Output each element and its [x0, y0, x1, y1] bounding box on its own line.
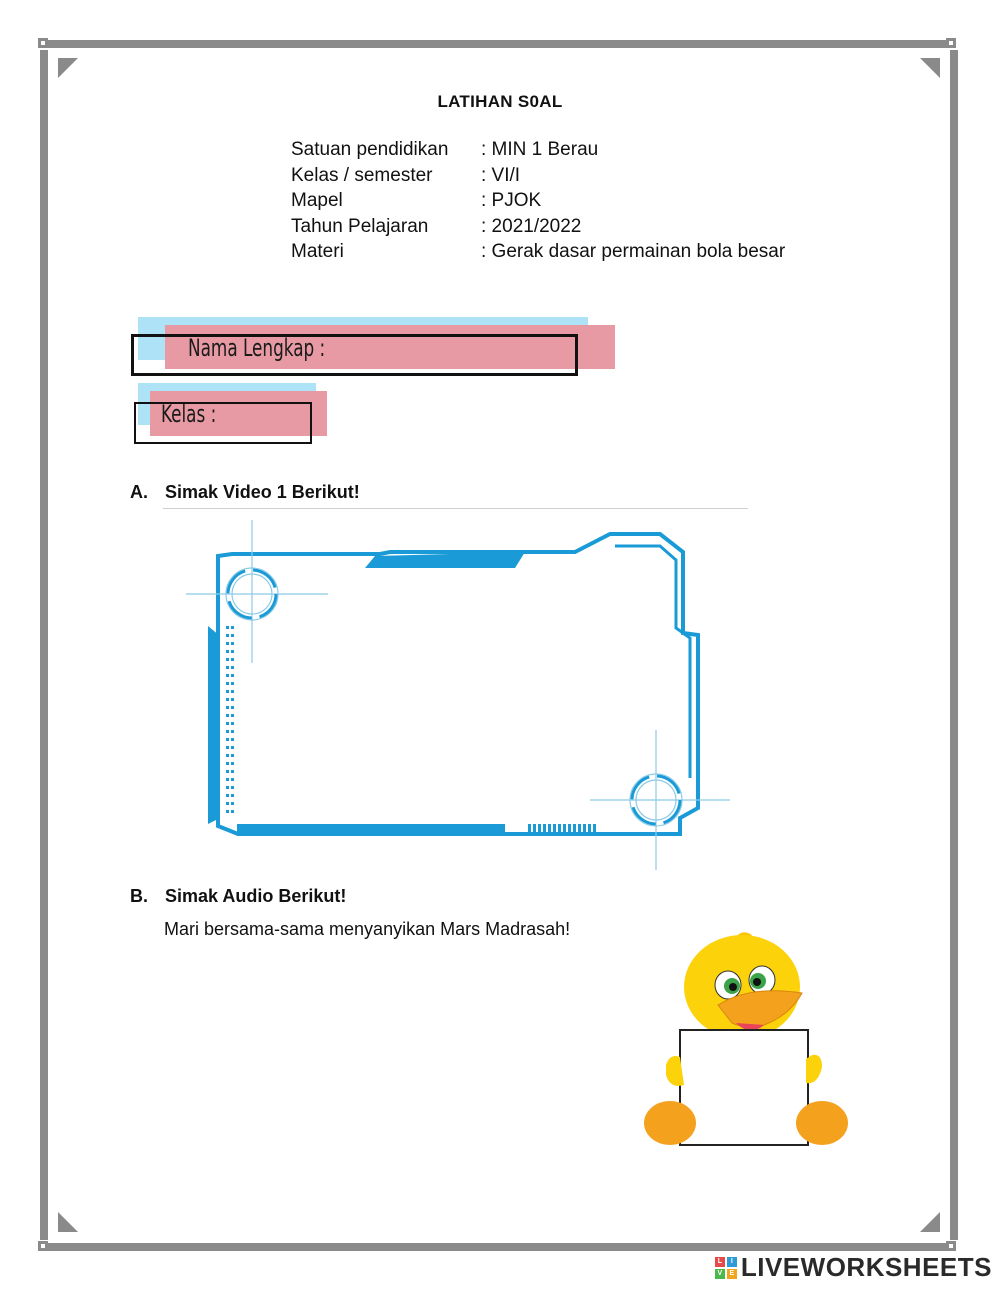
- info-value: : MIN 1 Berau: [481, 139, 599, 160]
- info-label: Mapel: [291, 190, 343, 212]
- info-row: [291, 188, 785, 214]
- logo-blocks-icon: [715, 1257, 737, 1279]
- frame-top: [47, 40, 953, 48]
- logo-letter: L: [715, 1257, 725, 1267]
- section-a-heading: [130, 482, 360, 503]
- class-field-label: Kelas :: [161, 400, 217, 428]
- info-value: : PJOK: [481, 190, 542, 212]
- section-b-heading: [130, 886, 346, 907]
- liveworksheets-logo[interactable]: [715, 1252, 992, 1283]
- info-label: Satuan pendidikan: [291, 139, 449, 160]
- name-field-label: Nama Lengkap :: [188, 334, 326, 362]
- info-row: [291, 239, 785, 265]
- frame-right: [950, 50, 958, 1240]
- logo-text: LIVEWORKSHEETS: [740, 1252, 992, 1282]
- info-row: [291, 137, 785, 163]
- corner-triangle: [920, 1212, 940, 1232]
- info-value: : VI/I: [481, 164, 521, 186]
- logo-letter: I: [727, 1257, 737, 1267]
- corner-triangle: [920, 58, 940, 78]
- section-b-letter: B.: [130, 886, 148, 906]
- corner-square: [946, 38, 956, 48]
- section-a-letter: A.: [130, 482, 148, 502]
- logo-letter: V: [715, 1269, 725, 1279]
- divider: [163, 508, 748, 509]
- page-title: LATIHAN S0AL: [437, 92, 563, 111]
- corner-square: [38, 38, 48, 48]
- section-b-title: Simak Audio Berikut!: [165, 886, 347, 906]
- info-label: Kelas / semester: [291, 164, 433, 186]
- duck-holding-sign-icon[interactable]: [640, 925, 850, 1155]
- info-row: [291, 214, 785, 240]
- info-row: [291, 163, 785, 189]
- info-block: [291, 137, 785, 265]
- section-a-title: Simak Video 1 Berikut!: [165, 482, 360, 502]
- info-label: Materi: [291, 241, 344, 263]
- logo-letter: E: [727, 1269, 737, 1279]
- frame-bottom: [47, 1243, 953, 1251]
- info-label: Tahun Pelajaran: [291, 215, 429, 237]
- corner-triangle: [58, 58, 78, 78]
- corner-square: [946, 1241, 956, 1251]
- section-b-text: Mari bersama-sama menyanyikan Mars Madrasah!: [164, 919, 571, 939]
- tech-frame-icon[interactable]: [180, 518, 740, 873]
- frame-left: [40, 50, 48, 1240]
- info-value: : Gerak dasar permainan bola besar: [481, 241, 786, 263]
- corner-triangle: [58, 1212, 78, 1232]
- corner-square: [38, 1241, 48, 1251]
- info-value: : 2021/2022: [481, 215, 582, 237]
